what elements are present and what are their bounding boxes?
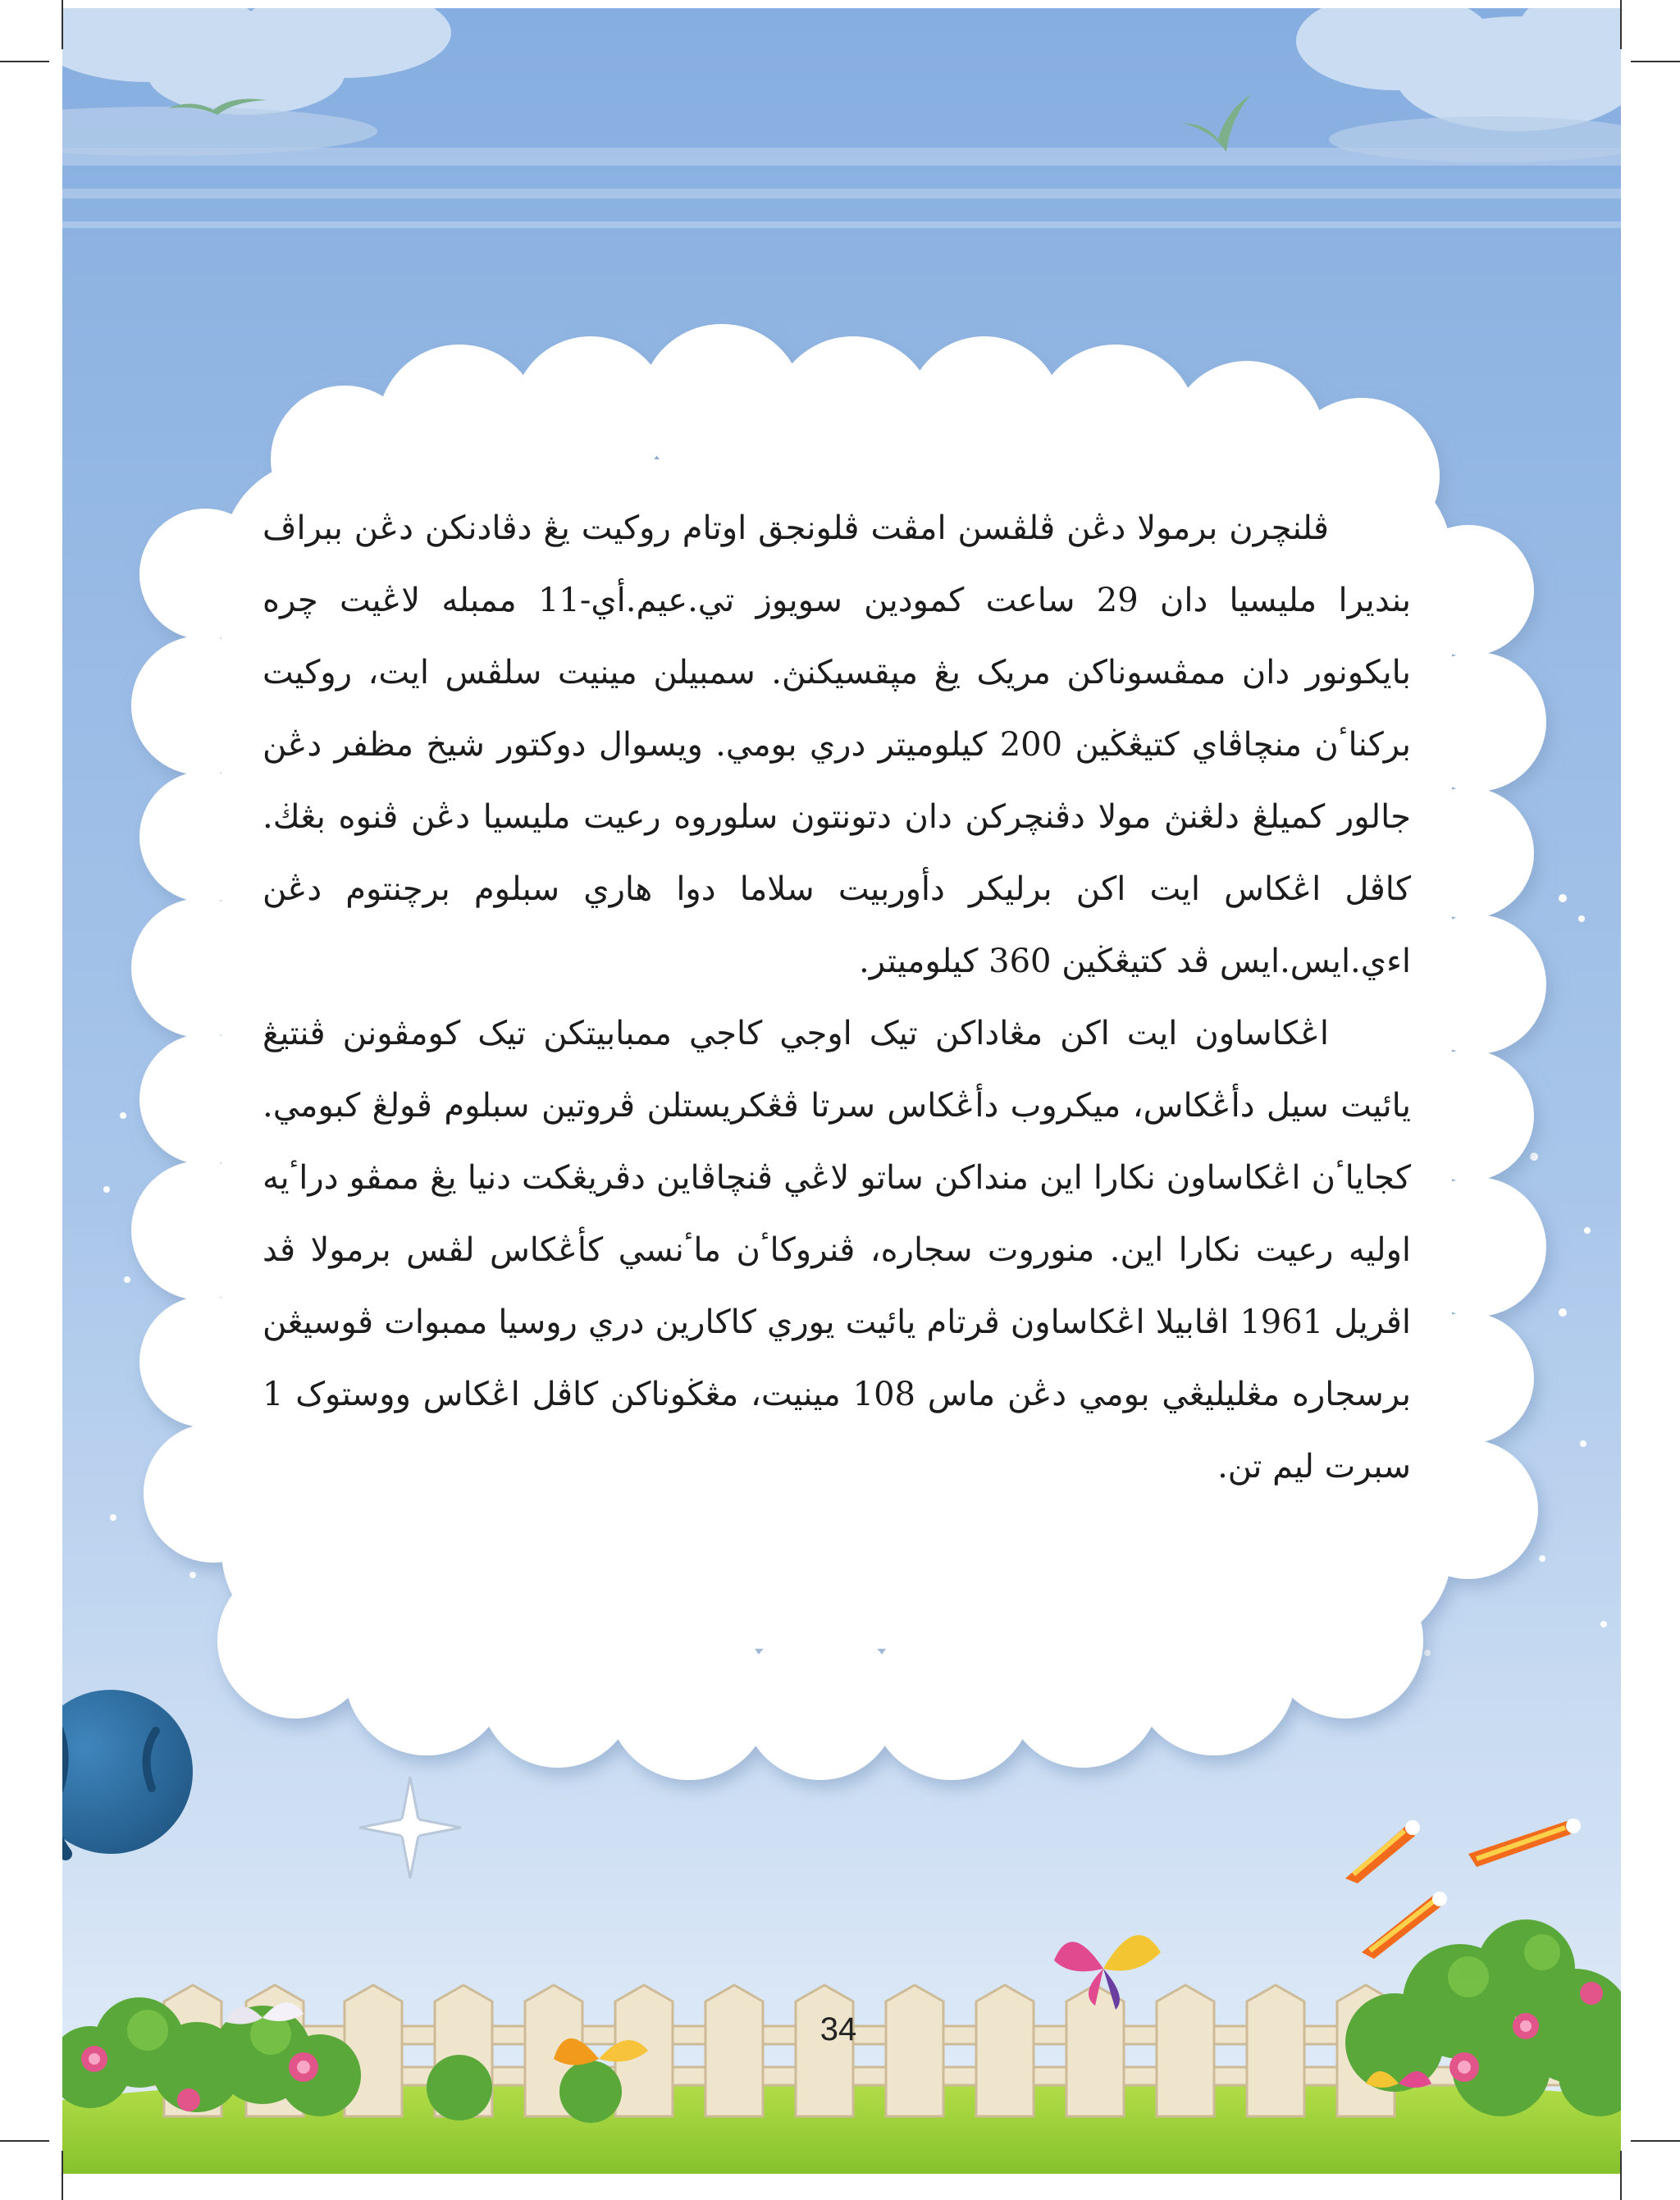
story-text	[262, 492, 1411, 1503]
page-number: 34	[819, 2011, 857, 2047]
story-paragraph-2: اڠکاساون ايت اکن مڠاداکن تيک اوجي کاجي ممبابيتکن تيک کومڤونن ڤنتيڠ يائيت سيل دأڠکاس، ميکروب دأڠکاس سرتا ڤڠکريستلن ڤروتين سبلوم ڤولڠ کبومي. کجاياٴن اڠکاساون نکارا اين منداکن ساتو لاڠي ڤنچاڤاين دڤريڠکت دنيا يڠ ممڤو دراٴيه اوليه رعيت نکارا اين. منوروت سجاره، ڤنروکاٴن ماٴنسي کأڠکاس لڤس برمولا ڤد اڤريل 1961 اڤابيلا اڠکاساون ڤرتام يائيت يوري کاکارين دري روسيا ممبوات ڤوسيڠن برسجاره مڠليليڠي بومي دڠن ماس 108 مينيت، مڠڬوناکن کاڤل اڠکاس ووستوک 1 سبرت ليم تن.	[262, 1015, 1412, 1486]
story-paragraph-1: ڤلنچرن برمولا دڠن ڤلڤسن امڤت ڤلونجق اوتام روکيت يڠ دڤادنکن دڠن ببراڤ بنديرا مليسيا دان 29 ساعت کمودين سويوز تي.عيم.أي-11 ممبله لاڠيت چره بايکونور دان ممڤسوناکن مريک يڠ مپقسيکنڽ. سمبيلن مينيت سلڤس ايت، روکيت برکناٴن منچاڤاي کتيڠڬين 200 کيلوميتر دري بومي. ويسوال دوکتور شيخ مظفر دڠن جالور کميلڠ دلڠنڽ مولا دڤنچرکن دان دتونتون سلوروه رعيت مليسيا دڠن ڤنوه بڠڬ. کاڤل اڠکاس ايت اکن برليکر دأوربيت سلاما دوا هاري سبلوم برچنتوم دڠن اءي.ايس.ايس ڤد کتيڠڬين 360 کيلوميتر.	[262, 509, 1412, 980]
